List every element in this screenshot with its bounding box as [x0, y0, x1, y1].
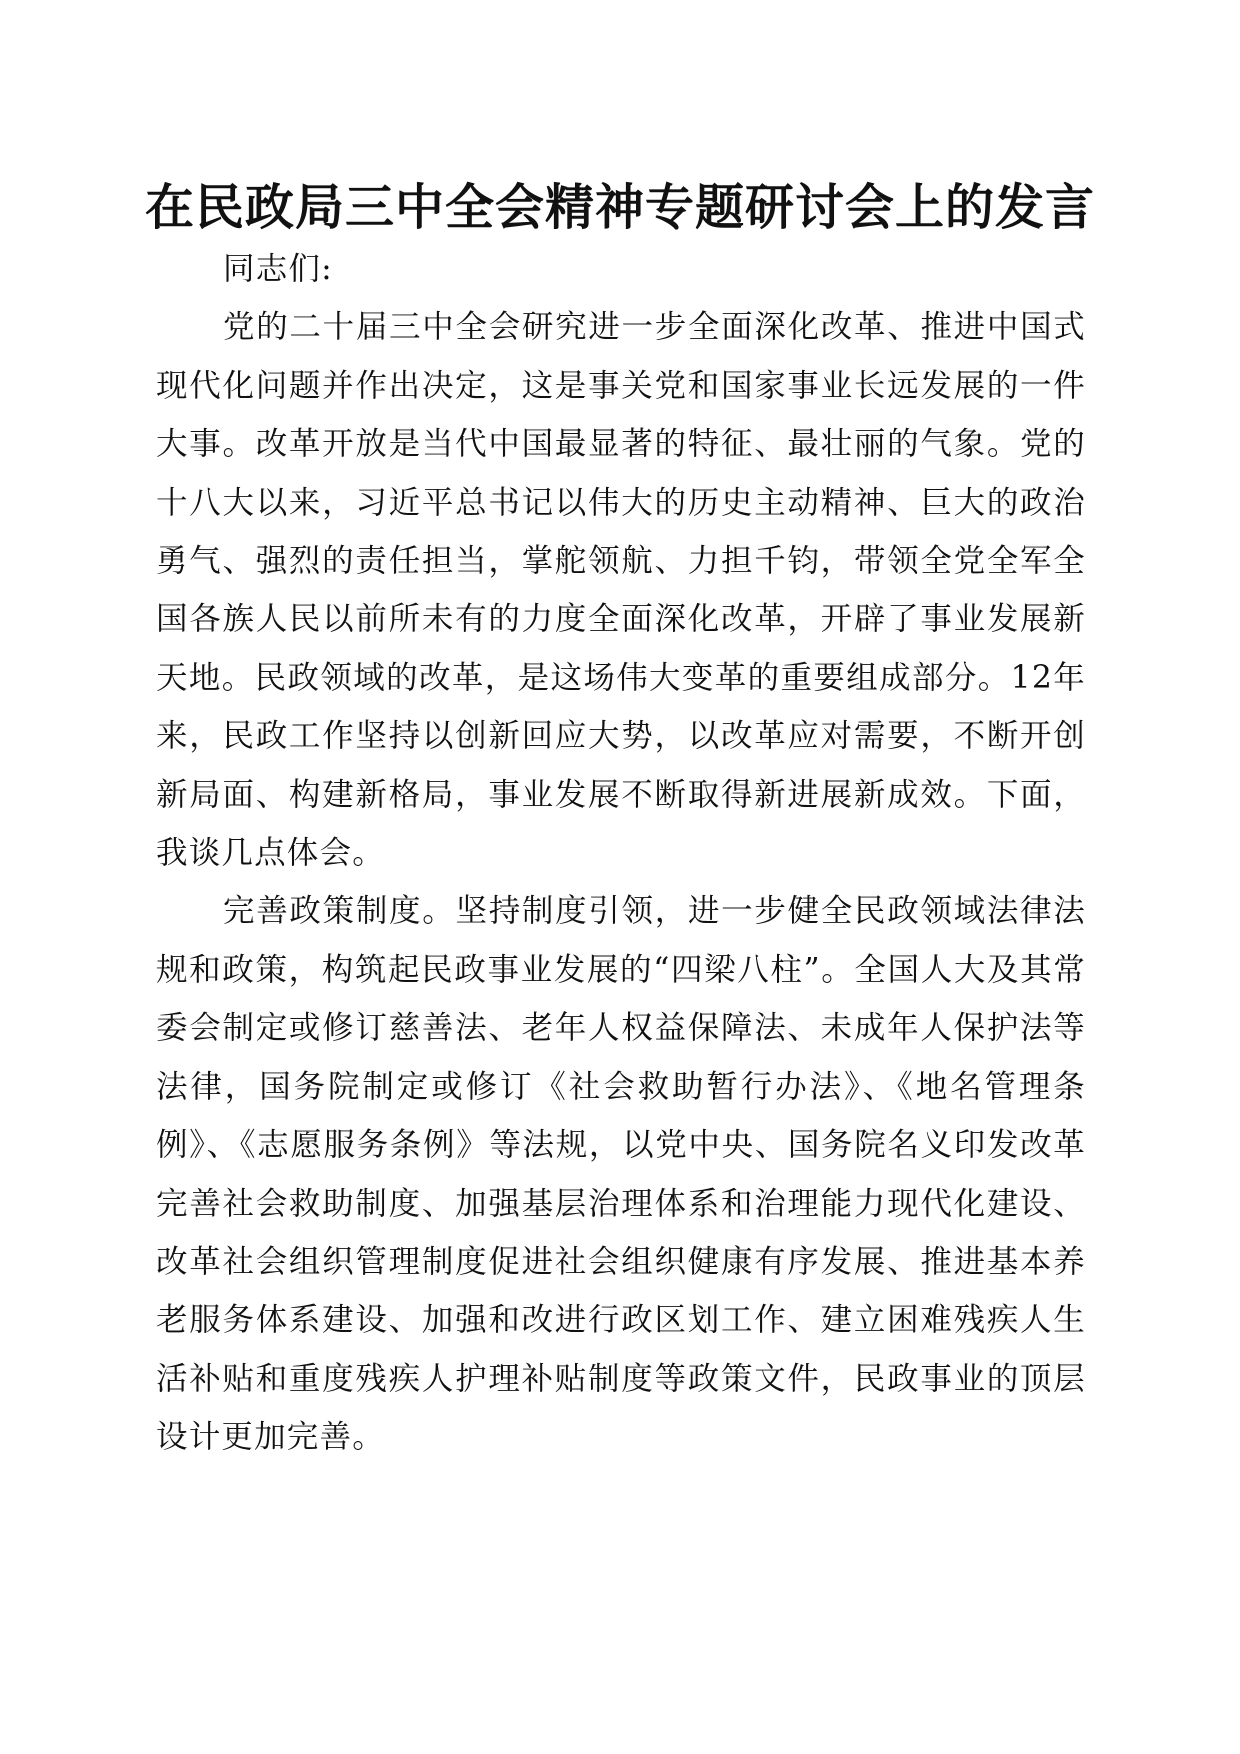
document-title: 在民政局三中全会精神专题研讨会上的发言	[144, 178, 1095, 236]
salutation: 同志们:	[223, 251, 333, 287]
paragraph-policy: 完善政策制度。坚持制度引领，进一步健全民政领域法律法规和政策，构筑起民政事业发展的“四梁八柱”。全国人大及其常委会制定或修订慈善法、老年人权益保障法、未成年人保护法等法律，国务院制定或修订《社会救助暂行办法》、《地名管理条例》、《志愿服务条例》等法规，以党中央、国务院名义印发改革完善社会救助制度、加强基层治理体系和治理能力现代化建设、改革社会组织管理制度促进社会组织健康有序发展、推进基本养老服务体系建设、加强和改进行政区划工作、建立困难残疾人生活补贴和重度残疾人护理补贴制度等政策文件，民政事业的顶层设计更加完善。	[156, 893, 1086, 1456]
document-body	[156, 240, 1086, 1467]
paragraph-intro: 党的二十届三中全会研究进一步全面深化改革、推进中国式现代化问题并作出决定，这是事关党和国家事业长远发展的一件大事。改革开放是当代中国最显著的特征、最壮丽的气象。党的十八大以来，习近平总书记以伟大的历史主动精神、巨大的政治勇气、强烈的责任担当，掌舵领航、力担千钧，带领全党全军全国各族人民以前所未有的力度全面深化改革，开辟了事业发展新天地。民政领域的改革，是这场伟大变革的重要组成部分。12年来，民政工作坚持以创新回应大势，以改革应对需要，不断开创新局面、构建新格局，事业发展不断取得新进展新成效。下面，我谈几点体会。	[156, 309, 1086, 872]
